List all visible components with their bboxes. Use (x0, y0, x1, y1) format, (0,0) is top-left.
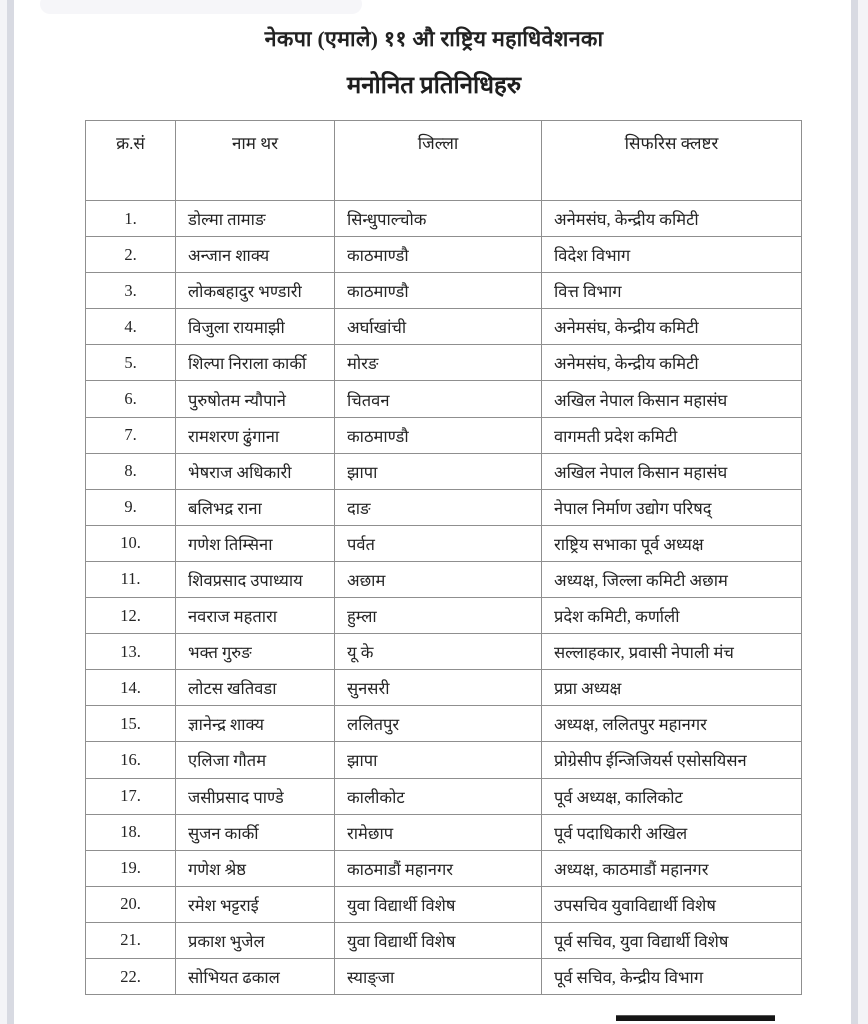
table-row (86, 670, 802, 706)
name-cell: शिल्पा निराला कार्की (176, 345, 335, 381)
district-cell: अछाम (335, 561, 542, 597)
cluster-cell: अनेमसंघ, केन्द्रीय कमिटी (542, 345, 802, 381)
header-serial-number: क्र.सं (86, 121, 176, 201)
name-cell: सोभियत ढकाल (176, 958, 335, 994)
table-row (86, 742, 802, 778)
serial-number-cell: 16. (86, 742, 176, 778)
name-cell: रमेश भट्टराई (176, 886, 335, 922)
district-cell: ललितपुर (335, 706, 542, 742)
name-cell: सुजन कार्की (176, 814, 335, 850)
district-cell: मोरङ (335, 345, 542, 381)
serial-number-cell: 12. (86, 598, 176, 634)
table-body (86, 201, 802, 995)
table-row (86, 381, 802, 417)
serial-number-cell: 13. (86, 634, 176, 670)
district-cell: सिन्धुपाल्चोक (335, 201, 542, 237)
district-cell: युवा विद्यार्थी विशेष (335, 886, 542, 922)
district-cell: यू के (335, 634, 542, 670)
serial-number-cell: 15. (86, 706, 176, 742)
header-row (86, 121, 802, 201)
name-cell: पुरुषोतम न्यौपाने (176, 381, 335, 417)
cluster-cell: अध्यक्ष, काठमाडौं महानगर (542, 850, 802, 886)
name-cell: प्रकाश भुजेल (176, 922, 335, 958)
cluster-cell: अखिल नेपाल किसान महासंघ (542, 381, 802, 417)
table-row (86, 453, 802, 489)
cluster-cell: पूर्व अध्यक्ष, कालिकोट (542, 778, 802, 814)
cluster-cell: अनेमसंघ, केन्द्रीय कमिटी (542, 309, 802, 345)
table-row (86, 201, 802, 237)
header-name: नाम थर (176, 121, 335, 201)
district-cell: काठमाण्डौ (335, 417, 542, 453)
table-row (86, 525, 802, 561)
cluster-cell: विदेश विभाग (542, 237, 802, 273)
serial-number-cell: 5. (86, 345, 176, 381)
serial-number-cell: 17. (86, 778, 176, 814)
district-cell: हुम्ला (335, 598, 542, 634)
name-cell: गणेश तिम्सिना (176, 525, 335, 561)
serial-number-cell: 22. (86, 958, 176, 994)
cluster-cell: पूर्व सचिव, केन्द्रीय विभाग (542, 958, 802, 994)
cluster-cell: प्रोग्रेसीप ईन्जिजियर्स एसोसयिसन (542, 742, 802, 778)
name-cell: अन्जान शाक्य (176, 237, 335, 273)
serial-number-cell: 4. (86, 309, 176, 345)
document-subtitle: मनोनित प्रतिनिधिहरु (346, 73, 522, 99)
table-row (86, 778, 802, 814)
cluster-cell: वित्त विभाग (542, 273, 802, 309)
name-cell: डोल्मा तामाङ (176, 201, 335, 237)
name-cell: विजुला रायमाझी (176, 309, 335, 345)
serial-number-cell: 7. (86, 417, 176, 453)
header-cluster: सिफरिस क्लष्टर (542, 121, 802, 201)
table-row (86, 886, 802, 922)
district-cell: पर्वत (335, 525, 542, 561)
name-cell: नवराज महतारा (176, 598, 335, 634)
serial-number-cell: 19. (86, 850, 176, 886)
serial-number-cell: 18. (86, 814, 176, 850)
header-district: जिल्ला (335, 121, 542, 201)
serial-number-cell: 9. (86, 489, 176, 525)
district-cell: सुनसरी (335, 670, 542, 706)
name-cell: जसीप्रसाद पाण्डे (176, 778, 335, 814)
name-cell: रामशरण ढुंगाना (176, 417, 335, 453)
table-row (86, 237, 802, 273)
table-row (86, 598, 802, 634)
serial-number-cell: 2. (86, 237, 176, 273)
name-cell: भेषराज अधिकारी (176, 453, 335, 489)
table-row (86, 417, 802, 453)
cluster-cell: पूर्व पदाधिकारी अखिल (542, 814, 802, 850)
table-header (86, 121, 802, 201)
district-cell: झापा (335, 742, 542, 778)
table-row (86, 958, 802, 994)
serial-number-cell: 21. (86, 922, 176, 958)
table-row (86, 309, 802, 345)
district-cell: कालीकोट (335, 778, 542, 814)
serial-number-cell: 10. (86, 525, 176, 561)
district-cell: काठमाण्डौ (335, 237, 542, 273)
district-cell: काठमाण्डौ (335, 273, 542, 309)
cluster-cell: प्रप्रा अध्यक्ष (542, 670, 802, 706)
name-cell: शिवप्रसाद उपाध्याय (176, 561, 335, 597)
name-cell: ज्ञानेन्द्र शाक्य (176, 706, 335, 742)
serial-number-cell: 1. (86, 201, 176, 237)
district-cell: अर्घाखांची (335, 309, 542, 345)
district-cell: काठमाडौं महानगर (335, 850, 542, 886)
table-row (86, 561, 802, 597)
cluster-cell: नेपाल निर्माण उद्योग परिषद् (542, 489, 802, 525)
table-row (86, 634, 802, 670)
district-cell: चितवन (335, 381, 542, 417)
cluster-cell: उपसचिव युवाविद्यार्थी विशेष (542, 886, 802, 922)
district-cell: युवा विद्यार्थी विशेष (335, 922, 542, 958)
cluster-cell: अनेमसंघ, केन्द्रीय कमिटी (542, 201, 802, 237)
name-cell: बलिभद्र राना (176, 489, 335, 525)
cluster-cell: प्रदेश कमिटी, कर्णाली (542, 598, 802, 634)
table-row (86, 814, 802, 850)
serial-number-cell: 11. (86, 561, 176, 597)
cluster-cell: राष्ट्रिय सभाका पूर्व अध्यक्ष (542, 525, 802, 561)
name-cell: लोटस खतिवडा (176, 670, 335, 706)
table-row (86, 489, 802, 525)
serial-number-cell: 3. (86, 273, 176, 309)
name-cell: गणेश श्रेष्ठ (176, 850, 335, 886)
table-row (86, 345, 802, 381)
table-row (86, 706, 802, 742)
cluster-cell: अध्यक्ष, ललितपुर महानगर (542, 706, 802, 742)
serial-number-cell: 6. (86, 381, 176, 417)
name-cell: एलिजा गौतम (176, 742, 335, 778)
name-cell: भक्त गुरुङ (176, 634, 335, 670)
table-row (86, 273, 802, 309)
cluster-cell: सल्लाहकार, प्रवासी नेपाली मंच (542, 634, 802, 670)
serial-number-cell: 8. (86, 453, 176, 489)
document-title: नेकपा (एमाले) ११ औ राष्ट्रिय महाधिवेशनका (264, 27, 604, 51)
district-cell: रामेछाप (335, 814, 542, 850)
cluster-cell: पूर्व सचिव, युवा विद्यार्थी विशेष (542, 922, 802, 958)
name-cell: लोकबहादुर भण्डारी (176, 273, 335, 309)
representatives-table (85, 120, 802, 995)
cluster-cell: वागमती प्रदेश कमिटी (542, 417, 802, 453)
table-row (86, 922, 802, 958)
bottom-black-bar (616, 1016, 775, 1021)
district-cell: झापा (335, 453, 542, 489)
table-row (86, 850, 802, 886)
serial-number-cell: 20. (86, 886, 176, 922)
district-cell: स्याङ्जा (335, 958, 542, 994)
serial-number-cell: 14. (86, 670, 176, 706)
cluster-cell: अखिल नेपाल किसान महासंघ (542, 453, 802, 489)
district-cell: दाङ (335, 489, 542, 525)
cluster-cell: अध्यक्ष, जिल्ला कमिटी अछाम (542, 561, 802, 597)
